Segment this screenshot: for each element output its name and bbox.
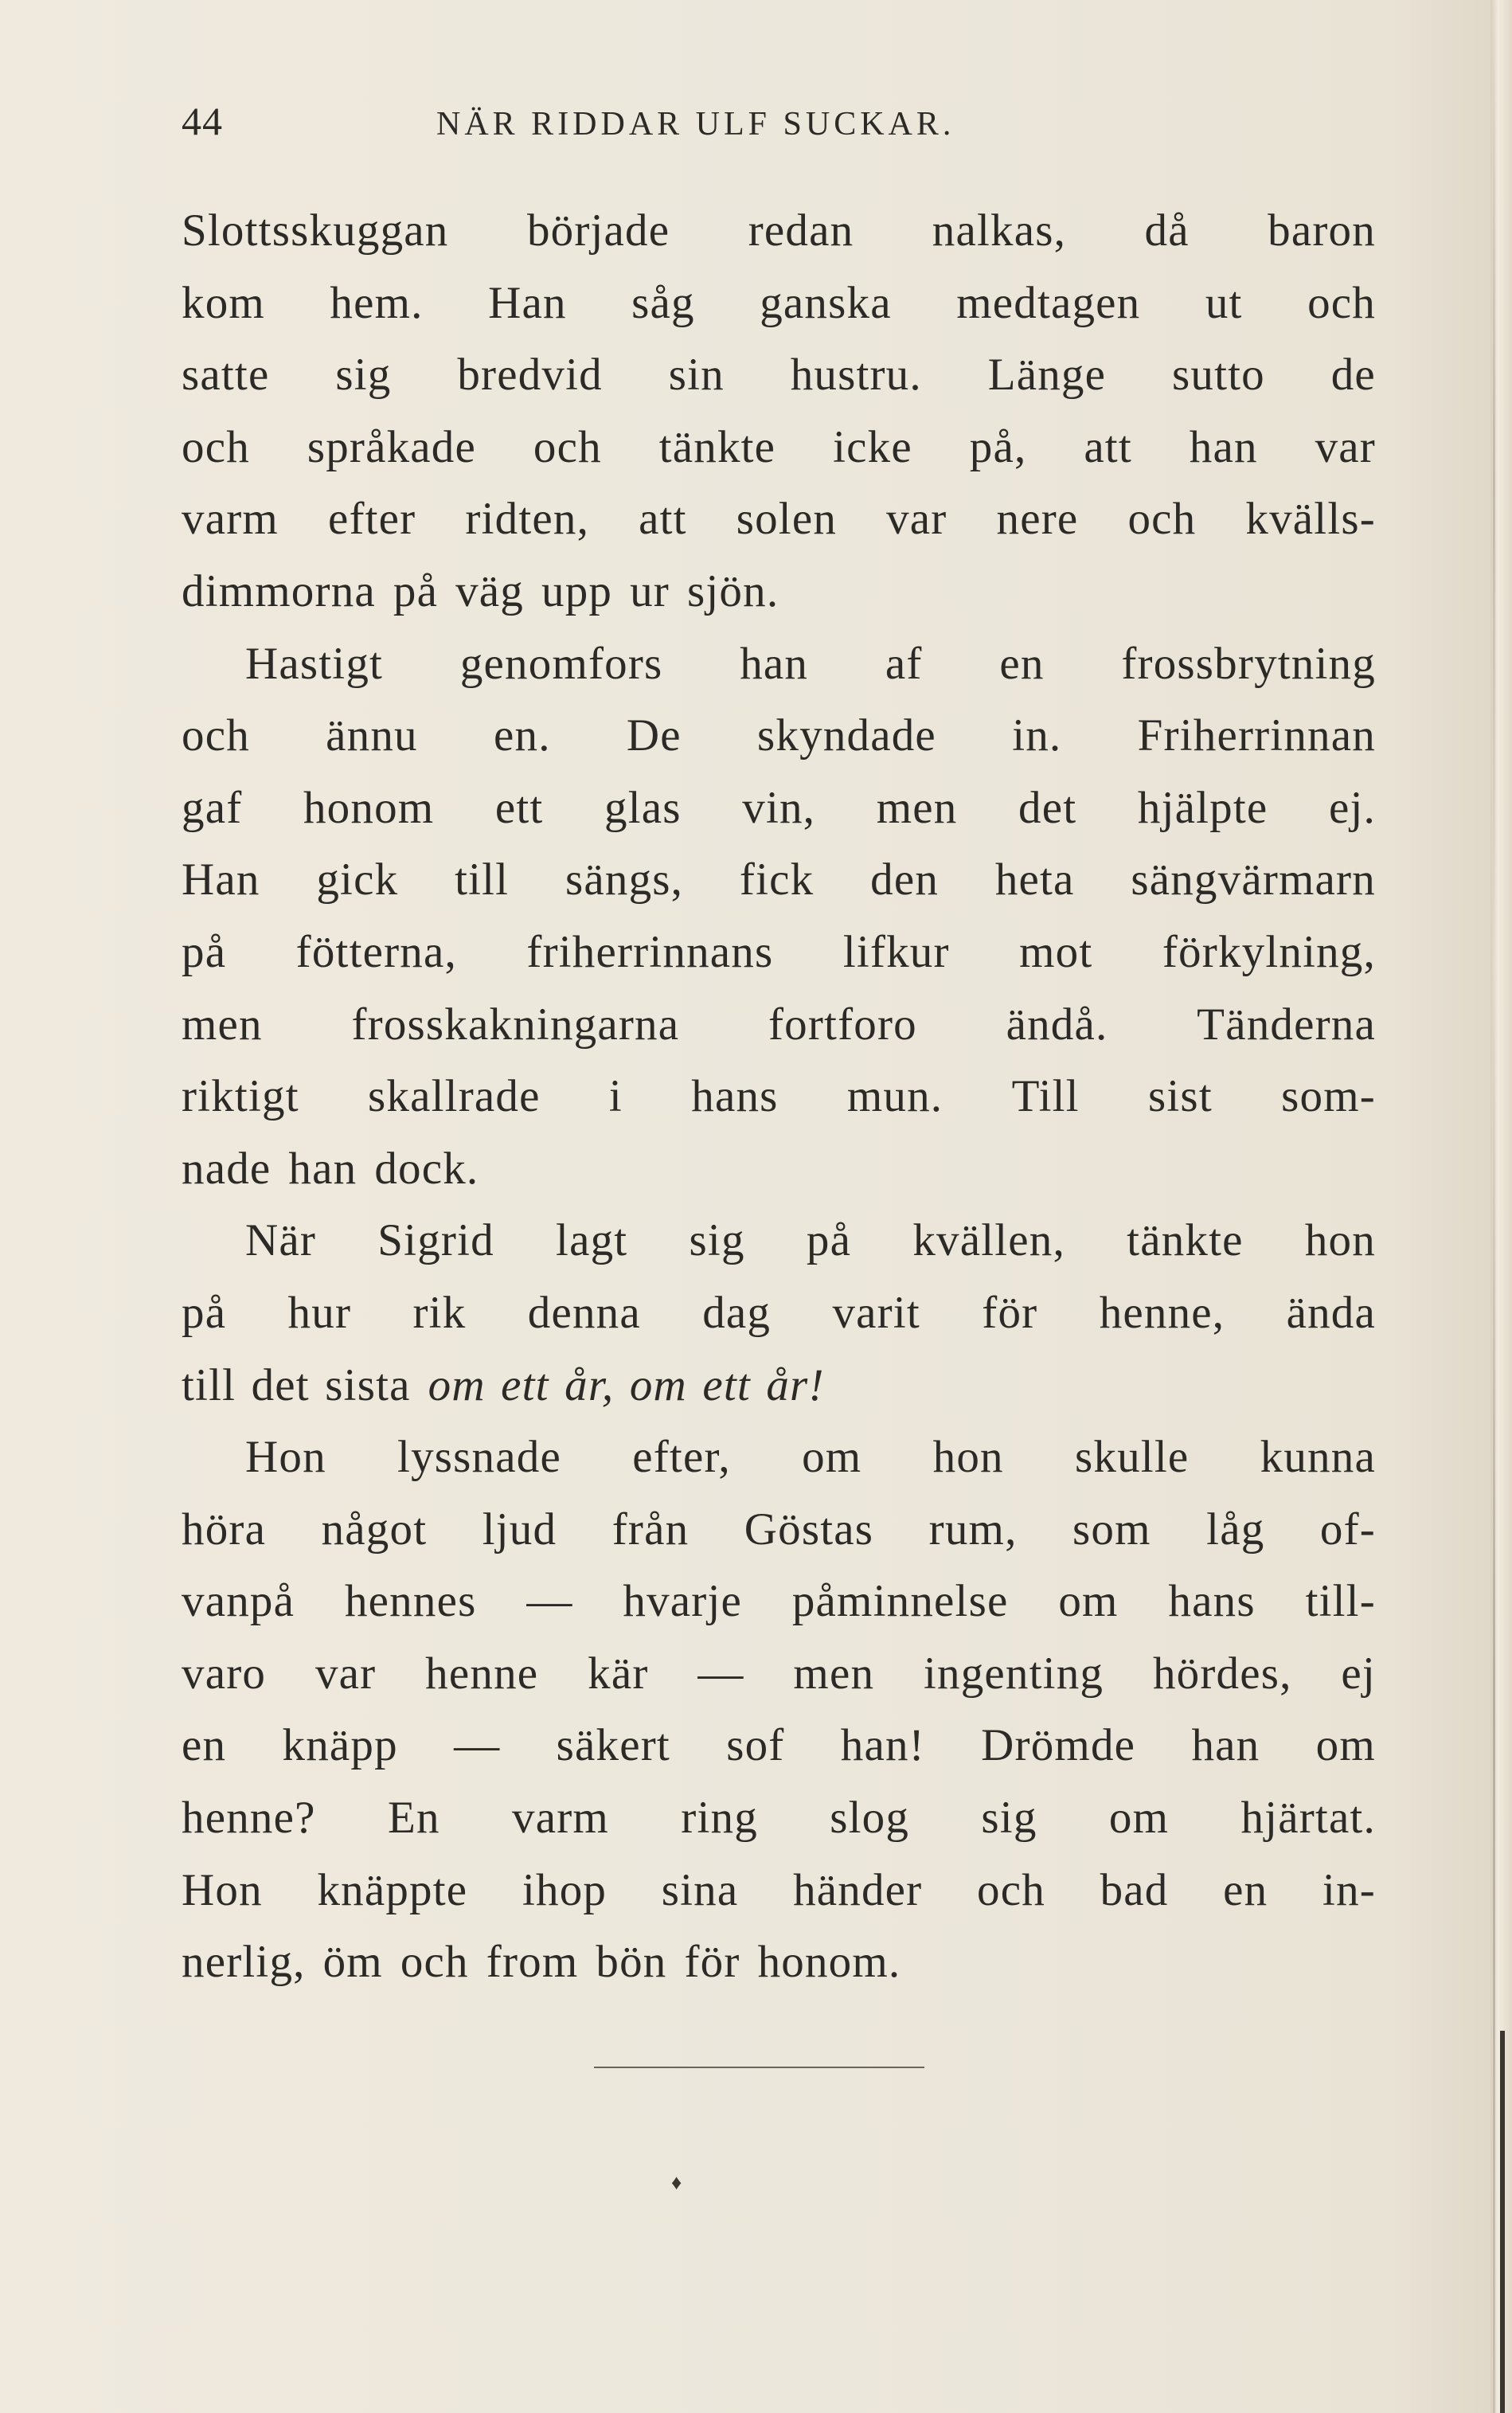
text-line — [182, 1061, 1376, 1133]
word: Drömde — [981, 1720, 1136, 1771]
word: bredvid — [457, 350, 603, 401]
word: var — [1315, 421, 1376, 472]
word: men — [793, 1648, 875, 1699]
page-edge — [1491, 0, 1512, 2413]
word: nalkas, — [932, 205, 1067, 256]
word: fick — [739, 855, 815, 905]
section-rule — [594, 2067, 924, 2068]
word: — — [526, 1576, 573, 1627]
word: hans — [1168, 1576, 1256, 1627]
word: Göstas — [744, 1504, 874, 1555]
word: ur — [630, 565, 670, 616]
word: ganska — [760, 277, 892, 328]
text-line — [182, 1710, 1376, 1782]
word: Han — [182, 855, 260, 905]
word: nerlig, — [182, 1937, 306, 1988]
word: ända — [1286, 1287, 1376, 1338]
word: öm — [322, 1937, 383, 1988]
word: och — [977, 1864, 1045, 1915]
word: som — [1072, 1504, 1151, 1555]
word: om — [802, 1432, 862, 1483]
word: efter — [327, 494, 416, 545]
word: hans — [691, 1071, 779, 1122]
word: riktigt — [182, 1071, 299, 1122]
word: och — [182, 710, 250, 761]
word: sina — [661, 1864, 739, 1915]
word: fortforo — [768, 999, 917, 1050]
word: icke — [833, 421, 912, 472]
word: henne — [425, 1648, 539, 1699]
word: ändå. — [1006, 999, 1108, 1050]
word: frosskakningarna — [351, 999, 680, 1050]
word: om — [1108, 1793, 1170, 1844]
word: denna — [527, 1287, 641, 1338]
word: de — [1330, 350, 1376, 401]
word: kvällen, — [912, 1215, 1065, 1266]
word: sin — [668, 350, 725, 401]
word: han — [288, 1143, 357, 1194]
word: ring — [681, 1793, 758, 1844]
word: han — [740, 638, 809, 689]
word: sig — [335, 350, 392, 401]
word: från — [611, 1504, 690, 1555]
word: på — [806, 1215, 852, 1266]
word: och — [1127, 494, 1197, 545]
text-line — [182, 844, 1376, 917]
word: något — [321, 1504, 428, 1555]
word: medtagen — [956, 277, 1141, 328]
word: en — [1223, 1864, 1268, 1915]
text-line — [182, 1638, 1376, 1711]
page-number: 44 — [182, 99, 223, 143]
word: hon — [932, 1432, 1004, 1483]
word: hördes, — [1152, 1648, 1292, 1699]
text-line — [182, 195, 1376, 268]
word: för — [982, 1287, 1038, 1338]
text-line — [182, 628, 1376, 701]
word: in. — [1012, 710, 1062, 761]
word: ihop — [522, 1864, 608, 1915]
word: varo — [182, 1648, 267, 1699]
text-line — [182, 268, 1376, 340]
text-segment: till det sista — [182, 1359, 411, 1410]
word: och — [1307, 277, 1376, 328]
word: henne, — [1099, 1287, 1225, 1338]
word: sig — [689, 1215, 745, 1266]
word: såg — [631, 277, 695, 328]
text-line — [182, 483, 1376, 556]
word: att — [1084, 421, 1132, 472]
text-line — [182, 917, 1376, 989]
word: from — [486, 1937, 579, 1988]
word: När — [245, 1215, 317, 1266]
word: hjärtat. — [1240, 1793, 1376, 1844]
text-line — [182, 1566, 1376, 1638]
word: var — [886, 494, 947, 545]
word: sängs, — [565, 855, 684, 905]
word: of- — [1319, 1504, 1376, 1555]
word: att — [639, 494, 687, 545]
word: Friherrinnan — [1137, 710, 1376, 761]
word: tänkte — [658, 421, 776, 472]
word: började — [526, 205, 670, 256]
text-line — [182, 1277, 1376, 1350]
word: knäpp — [282, 1720, 398, 1771]
word: sjön. — [687, 565, 779, 616]
word: — — [697, 1648, 744, 1699]
word: satte — [182, 350, 270, 401]
word: varit — [832, 1287, 920, 1338]
page-header — [182, 89, 1376, 153]
word: skulle — [1075, 1432, 1190, 1483]
word: honom. — [757, 1937, 901, 1988]
word: ingenting — [924, 1648, 1104, 1699]
word: ljud — [482, 1504, 557, 1555]
word: redan — [748, 205, 854, 256]
word: fötterna, — [295, 926, 457, 977]
word: sängvärmarn — [1131, 855, 1376, 905]
word: förkylning, — [1162, 926, 1376, 977]
word: kunna — [1260, 1432, 1376, 1483]
word: hjälpte — [1137, 782, 1268, 833]
word: Hon — [182, 1864, 263, 1915]
word: ej — [1341, 1648, 1376, 1699]
word: som- — [1281, 1071, 1376, 1122]
word: hvarje — [623, 1576, 742, 1627]
word: säkert — [556, 1720, 670, 1771]
word: han — [1189, 421, 1258, 472]
text-line — [182, 1782, 1376, 1855]
word: hustru. — [790, 350, 922, 401]
word: Hastigt — [245, 638, 384, 689]
word: mun. — [846, 1071, 944, 1122]
word: dag — [702, 1287, 772, 1338]
word: rik — [412, 1287, 467, 1338]
text-line — [182, 700, 1376, 772]
word: skyndade — [757, 710, 936, 761]
word: sist — [1148, 1071, 1213, 1122]
text-line — [182, 1205, 1376, 1277]
word: sig — [981, 1793, 1037, 1844]
word: honom — [303, 782, 435, 833]
text-line — [182, 1494, 1376, 1566]
text-line — [182, 989, 1376, 1062]
word: ett — [494, 782, 544, 833]
word: en. — [494, 710, 551, 761]
word: om — [1058, 1576, 1119, 1627]
word: han! — [840, 1720, 925, 1771]
body-text — [182, 195, 1376, 1999]
word: Tänderna — [1197, 999, 1376, 1050]
word: och — [182, 421, 250, 472]
text-line — [182, 412, 1376, 484]
word: varm — [182, 494, 279, 545]
word: men — [182, 999, 263, 1050]
word: nade — [182, 1143, 272, 1194]
word: på — [182, 926, 227, 977]
word: den — [870, 855, 940, 905]
word: hur — [287, 1287, 352, 1338]
word: nere — [996, 494, 1079, 545]
word: hem. — [330, 277, 424, 328]
word: då — [1144, 205, 1190, 256]
word: dimmorna — [182, 565, 376, 616]
word: lyssnade — [397, 1432, 561, 1483]
word: kär — [588, 1648, 649, 1699]
text-line — [182, 556, 1376, 628]
word: en — [182, 1720, 227, 1771]
word: lifkur — [842, 926, 950, 977]
word: och — [400, 1937, 469, 1988]
word: sof — [726, 1720, 785, 1771]
word: hennes — [344, 1576, 477, 1627]
word: baron — [1268, 205, 1376, 256]
word: för — [684, 1937, 740, 1988]
word: ridten, — [465, 494, 590, 545]
word: var — [315, 1648, 377, 1699]
word: men — [876, 782, 958, 833]
word: slog — [830, 1793, 910, 1844]
word: in- — [1323, 1864, 1376, 1915]
word: genomfors — [459, 638, 663, 689]
text-line — [182, 1133, 1376, 1206]
word: ej. — [1328, 782, 1376, 833]
word: påminnelse — [791, 1576, 1009, 1627]
word: skallrade — [368, 1071, 541, 1122]
word: på — [182, 1287, 227, 1338]
word: Till — [1011, 1071, 1080, 1122]
word: till — [455, 855, 510, 905]
word: dock. — [374, 1143, 479, 1194]
text-line-with-italic — [182, 1350, 1376, 1422]
word: till- — [1305, 1576, 1376, 1627]
text-line — [182, 772, 1376, 845]
word: bad — [1100, 1864, 1169, 1915]
word: väg — [455, 565, 524, 616]
word: Länge — [987, 350, 1107, 401]
word: kom — [182, 277, 265, 328]
italic-phrase: om ett år, om ett år! — [428, 1359, 825, 1410]
word: De — [626, 710, 682, 761]
word: af — [885, 638, 923, 689]
word: Slottsskuggan — [182, 205, 449, 256]
word: och — [533, 421, 602, 472]
word: höra — [182, 1504, 267, 1555]
word: på, — [969, 421, 1027, 472]
word: det — [1018, 782, 1077, 833]
text-line — [182, 339, 1376, 412]
word: henne? — [182, 1793, 316, 1844]
word: — — [454, 1720, 501, 1771]
word: knäppte — [317, 1864, 468, 1915]
running-head: NÄR RIDDAR ULF SUCKAR. — [436, 106, 955, 143]
word: upp — [541, 565, 613, 616]
word: på — [393, 565, 439, 616]
word: sutto — [1171, 350, 1265, 401]
word: bön — [596, 1937, 667, 1988]
word: gick — [316, 855, 399, 905]
word: i — [608, 1071, 623, 1122]
word: mot — [1019, 926, 1093, 977]
word: ännu — [326, 710, 418, 761]
word: kvälls- — [1245, 494, 1376, 545]
word: tänkte — [1127, 1215, 1244, 1266]
word: hon — [1304, 1215, 1376, 1266]
word: gaf — [182, 782, 243, 833]
word: händer — [793, 1864, 923, 1915]
word: glas — [604, 782, 682, 833]
word: frossbrytning — [1121, 638, 1376, 689]
word: Hon — [245, 1432, 326, 1483]
word: vanpå — [182, 1576, 295, 1627]
word: vin, — [742, 782, 816, 833]
text-line — [182, 1926, 1376, 1999]
word: En — [387, 1793, 440, 1844]
word: ut — [1205, 277, 1243, 328]
word: efter, — [632, 1432, 731, 1483]
word: språkade — [307, 421, 476, 472]
word: låg — [1206, 1504, 1265, 1555]
text-line — [182, 1855, 1376, 1927]
word: rum, — [928, 1504, 1018, 1555]
ornament: ♦ — [671, 2171, 682, 2194]
word: lagt — [556, 1215, 628, 1266]
word: om — [1315, 1720, 1376, 1771]
word: Sigrid — [377, 1215, 494, 1266]
word: solen — [736, 494, 838, 545]
word: han — [1191, 1720, 1260, 1771]
word: en — [999, 638, 1045, 689]
word: heta — [994, 855, 1075, 905]
word: friherrinnans — [526, 926, 774, 977]
text-line — [182, 1422, 1376, 1494]
word: varm — [512, 1793, 609, 1844]
word: Han — [488, 277, 567, 328]
